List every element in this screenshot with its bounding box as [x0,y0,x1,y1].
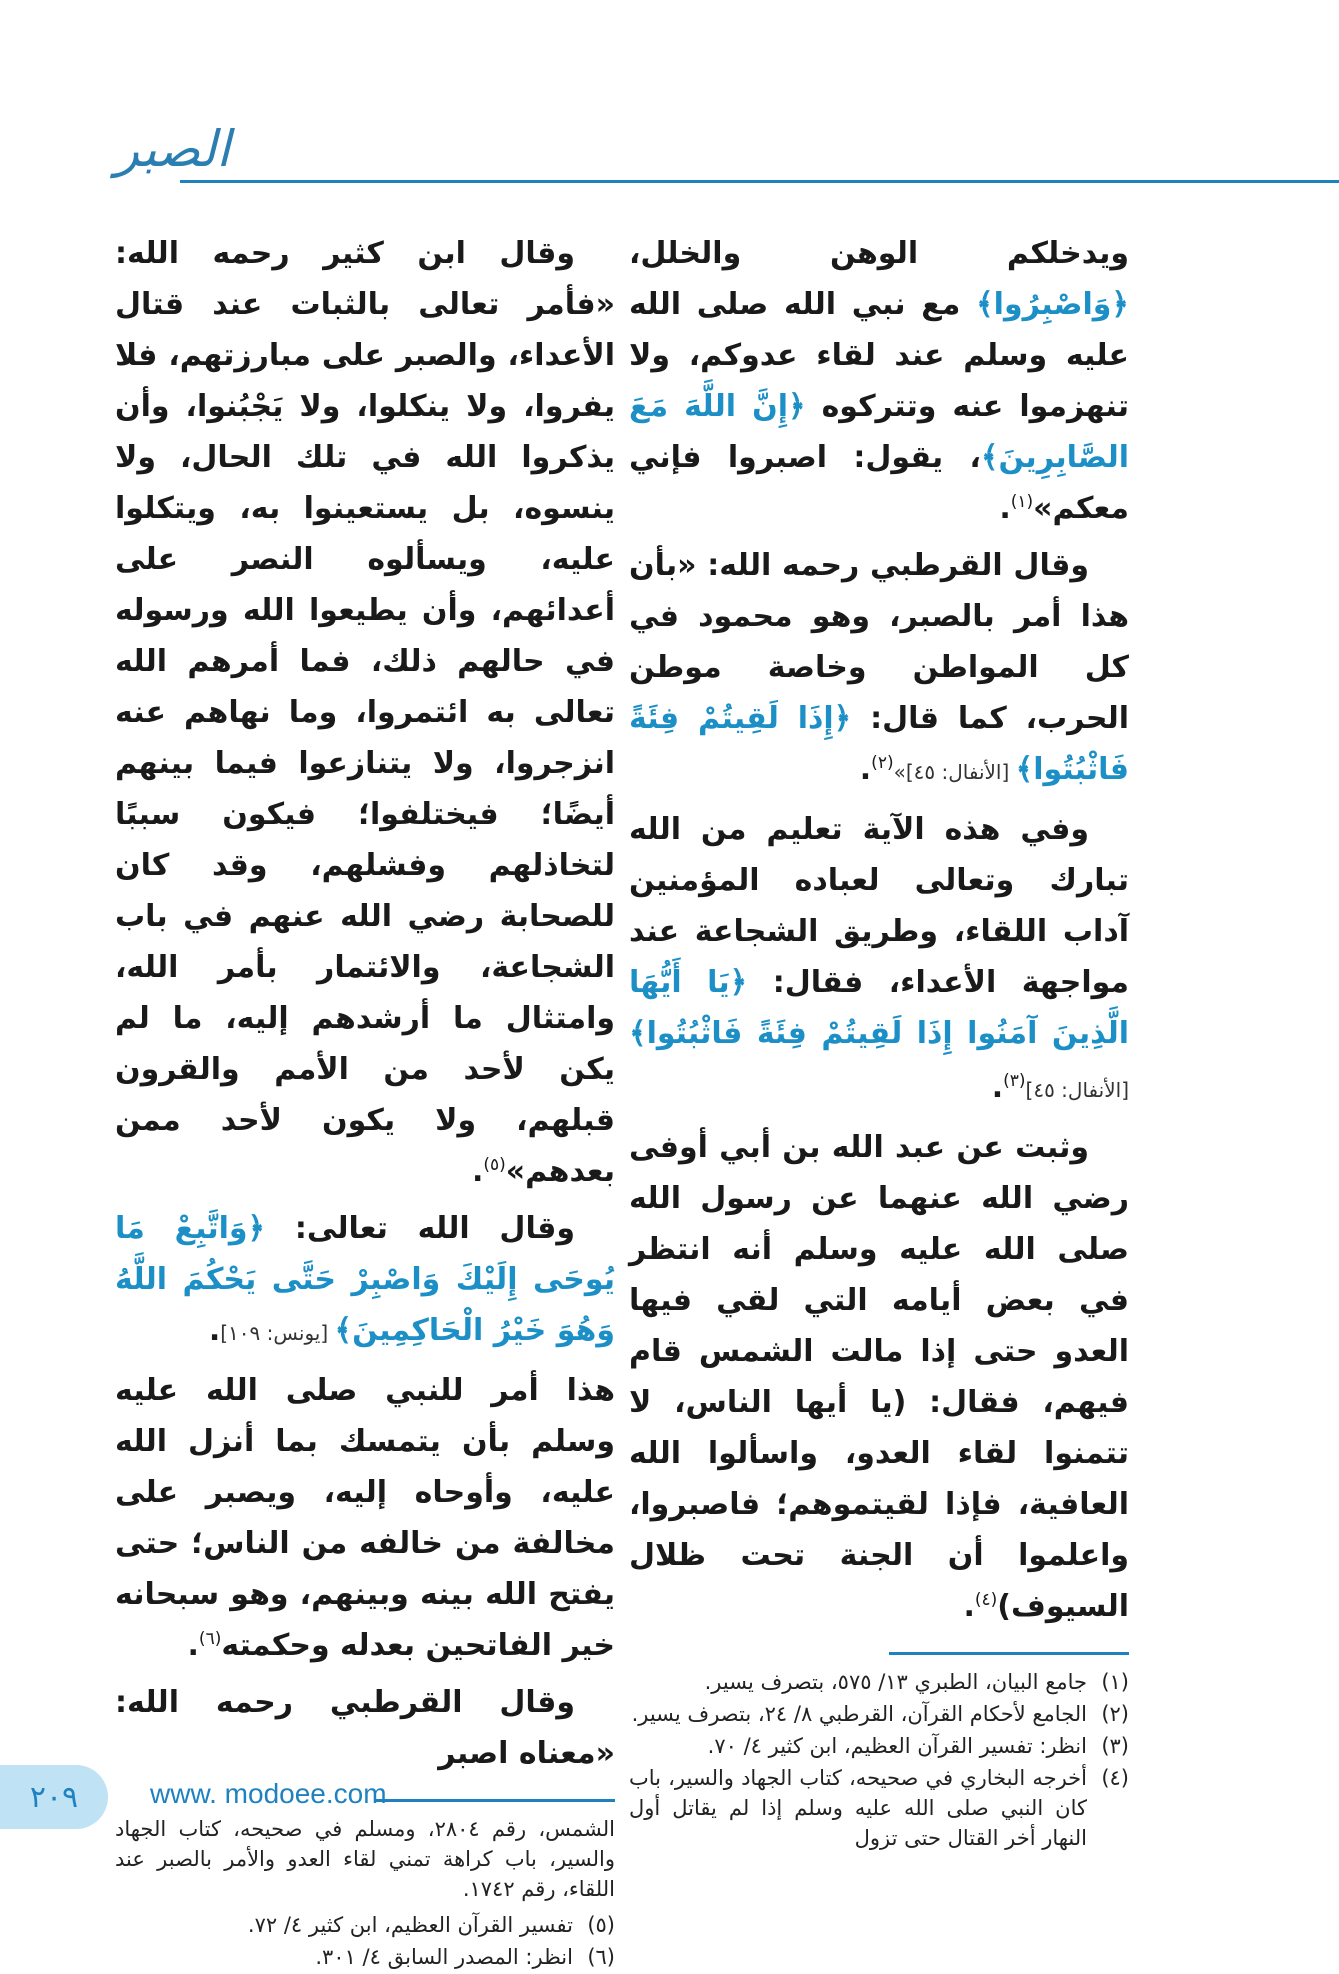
footnote-ref[interactable]: (٥) [483,1155,506,1175]
footnote-ref[interactable]: (١) [1010,492,1034,512]
footnote-continuation: الشمس، رقم ٢٨٠٤، ومسلم في صحيحه، كتاب الجهاد والسير، باب كراهة تمني لقاء العدو والأمر بالصبر عند اللقاء، رقم ١٧٤٢. [115,1817,615,1901]
page-title: الصبر [115,120,231,178]
footnotes [115,1814,615,1972]
paragraph: وقال القرطبي رحمه الله: «معناه اصبر [115,1685,615,1771]
footnotes [629,1667,1129,1853]
quran-verse: ﴿إِذَا لَقِيتُمْ فِئَةً فَاثْبُتُوا﴾ [629,701,1129,787]
footnote: (٦) انظر: المصدر السابق ٤/ ٣٠١. [315,1945,615,1969]
quran-verse: ﴿وَاتَّبِعْ مَا يُوحَى إِلَيْكَ وَاصْبِرْ حَتَّى يَحْكُمَ اللَّهُ وَهُوَ خَيْرُ الْحَاكِمِينَ﴾ [115,1211,615,1348]
right-column [629,228,1129,1855]
footnote-ref[interactable]: (٣) [1003,1071,1026,1091]
footnote-ref[interactable]: (٦) [198,1629,222,1649]
paragraph: وقال الله تعالى: ﴿وَاتَّبِعْ مَا يُوحَى إِلَيْكَ وَاصْبِرْ حَتَّى يَحْكُمَ اللَّهُ وَهُوَ خَيْرُ الْحَاكِمِينَ﴾ [يونس: ١٠٩]. [115,1211,615,1348]
footnote-rule [375,1799,615,1802]
paragraph: ويدخلكم الوهن والخلل، ﴿وَاصْبِرُوا﴾ مع نبي الله صلى الله عليه وسلم عند لقاء عدوكم، ولا تنهزموا عنه وتتركوه ﴿إِنَّ اللَّهَ مَعَ الصَّابِرِينَ﴾، يقول: اصبروا فإني معكم»$^{(١)}$. [629,236,1129,526]
page-number: ٢٠٩ [0,1765,108,1829]
paragraph: هذا أمر للنبي صلى الله عليه وسلم بأن يتمسك بما أنزل الله عليه، وأوحاه إليه، ويصبر على مخالفة من خالفه من الناس؛ حتى يفتح الله بينه وبينهم، وهو سبحانه خير الفاتحين بعدله وحكمته$^{(٦)}$. [115,1373,615,1663]
paragraph: وفي هذه الآية تعليم من الله تبارك وتعالى لعباده المؤمنين آداب اللقاء، وطريق الشجاعة عند مواجهة الأعداء، فقال: ﴿يَا أَيُّهَا الَّذِينَ آمَنُوا إِذَا لَقِيتُمْ فِئَةً فَاثْبُتُوا﴾ [الأنفال: ٤٥]$^{(٣)}$. [629,812,1130,1105]
paragraph: وقال القرطبي رحمه الله: «بأن هذا أمر بالصبر، وهو محمود في كل المواطن وخاصة موطن الحرب، كما قال: ﴿إِذَا لَقِيتُمْ فِئَةً فَاثْبُتُوا﴾ [الأنفال: ٤٥]»$^{(٢)}$. [629,548,1130,787]
footnote-ref[interactable]: (٢) [871,753,894,773]
footnote: (٤) أخرجه البخاري في صحيحه، كتاب الجهاد والسير، باب كان النبي صلى الله عليه وسلم إذا لم يقاتل أول النهار أخر القتال حتى تزول [629,1766,1129,1850]
quran-verse: ﴿يَا أَيُّهَا الَّذِينَ آمَنُوا إِذَا لَقِيتُمْ فِئَةً فَاثْبُتُوا﴾ [629,965,1129,1051]
quran-verse: ﴿إِنَّ اللَّهَ مَعَ الصَّابِرِينَ﴾ [629,389,1129,475]
quran-verse: ﴿وَاصْبِرُوا﴾ [976,287,1129,322]
footnote: (٣) انظر: تفسير القرآن العظيم، ابن كثير ٤/ ٧٠. [707,1734,1129,1758]
header-rule [180,180,1339,183]
footnote: (٢) الجامع لأحكام القرآن، القرطبي ٨/ ٢٤، بتصرف يسير. [631,1702,1129,1726]
paragraph: وثبت عن عبد الله بن أبي أوفى رضي الله عنهما عن رسول الله صلى الله عليه وسلم أنه انتظر في بعض أيامه التي لقي فيها العدو حتى إذا مالت الشمس قام فيهم، فقال: (يا أيها الناس، لا تتمنوا لقاء العدو، واسألوا الله العافية، فإذا لقيتموهم؛ فاصبروا، واعلموا أن الجنة تحت ظلال السيوف)$^{(٤)}$. [629,1130,1129,1624]
verse-citation: [الأنفال: ٤٥] [1025,1078,1129,1102]
footnote-rule [889,1652,1129,1655]
paragraph: وقال ابن كثير رحمه الله: «فأمر تعالى بالثبات عند قتال الأعداء، والصبر على مبارزتهم، فلا يفروا، ولا ينكلوا، ولا يَجْبُنوا، وأن يذكروا الله في تلك الحال، ولا ينسوه، بل يستعينوا به، ويتكلوا عليه، ويسألوه النصر على أعدائهم، وأن يطيعوا الله ورسوله في حالهم ذلك، فما أمرهم الله تعالى به ائتمروا، وما نهاهم عنه انزجروا، ولا يتنازعوا فيما بينهم أيضًا؛ فيختلفوا؛ فيكون سببًا لتخاذلهم وفشلهم، وقد كان للصحابة رضي الله عنهم في باب الشجاعة، والائتمار بأمر الله، وامتثال ما أرشدهم إليه، ما لم يكن لأحد من الأمم والقرون قبلهم، ولا يكون لأحد ممن بعدهم»$^{(٥)}$. [115,236,615,1189]
verse-citation: [يونس: ١٠٩] [220,1321,335,1345]
website-link[interactable]: www. modoee.com [150,1778,387,1809]
footnote: (٥) تفسير القرآن العظيم، ابن كثير ٤/ ٧٢. [247,1913,615,1937]
verse-citation: [الأنفال: ٤٥]» [893,760,1016,784]
left-column [115,228,615,1974]
footnote-ref[interactable]: (٤) [974,1590,998,1610]
footnote: (١) جامع البيان، الطبري ١٣/ ٥٧٥، بتصرف يسير. [704,1670,1129,1694]
